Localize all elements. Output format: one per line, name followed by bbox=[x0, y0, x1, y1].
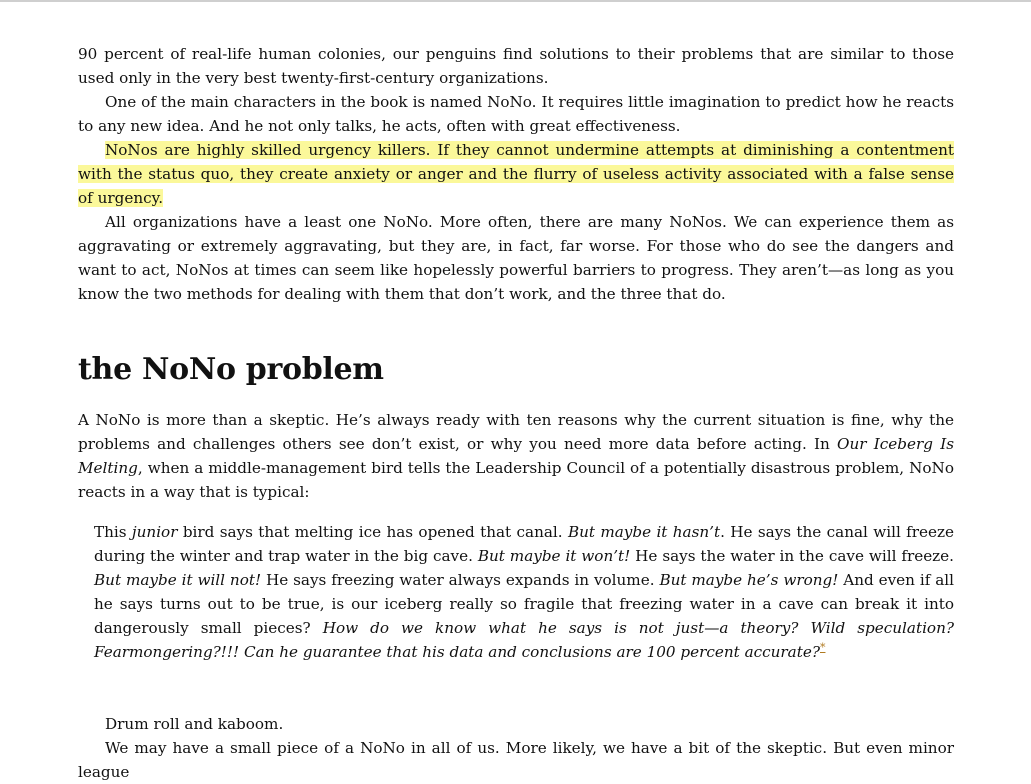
section-heading: the NoNo problem bbox=[78, 352, 384, 387]
book-title: Our Iceberg Is Melting bbox=[78, 435, 954, 477]
quote-text: And even if all he says turns out to be true, is our iceberg really so fragile that freezing water in a cave can break it into dangerously small pieces? bbox=[94, 571, 954, 637]
intro-text-1: A NoNo is more than a skeptic. He’s always ready with ten reasons why the current situation is fine, why the problems and challenges others see don’t exist, or why you need more data before acting. In bbox=[78, 411, 954, 453]
quote-emphasis: But maybe he’s wrong! bbox=[659, 571, 839, 589]
intro-text-2: , when a middle-management bird tells the Leadership Council of a potentially disastrous problem, NoNo reacts in a way that is typical: bbox=[78, 459, 954, 501]
top-border bbox=[0, 0, 1031, 2]
quote-text: He says freezing water always expands in volume. bbox=[261, 571, 660, 589]
spacer bbox=[78, 664, 954, 712]
quote-emphasis: How do we know what he says is not just—a theory? Wild speculation? Fearmongering?!!! Can he guarantee that his data and conclusions are 100 percent accurate? bbox=[94, 619, 954, 661]
footnote-link[interactable]: * bbox=[819, 640, 826, 654]
quote-emphasis: junior bbox=[131, 523, 178, 541]
quote-text: This bbox=[94, 523, 132, 541]
quote-emphasis: But maybe it will not! bbox=[94, 571, 262, 589]
quote-text: He says the water in the cave will freeze. bbox=[630, 547, 954, 565]
paragraph-1: 90 percent of real-life human colonies, our penguins find solutions to their problems that are similar to those used only in the very best twenty-first-century organizations. bbox=[78, 45, 954, 87]
quote-emphasis: But maybe it won’t! bbox=[477, 547, 631, 565]
quote-text: . He says the canal will freeze during the winter and trap water in the big cave. bbox=[94, 523, 955, 565]
quote-text: bird says that melting ice has opened that canal. bbox=[177, 523, 568, 541]
paragraph-6: We may have a small piece of a NoNo in all of us. More likely, we have a bit of the skeptic. But even minor league bbox=[78, 739, 954, 781]
block-quote bbox=[94, 520, 954, 664]
text-highlight[interactable]: NoNos are highly skilled urgency killers. If they cannot undermine attempts at diminishing a contentment with the status quo, they create anxiety or anger and the flurry of useless activity associated with a false sense of urgency. bbox=[78, 141, 954, 207]
paragraph-3-highlighted[interactable] bbox=[78, 138, 954, 210]
page-content bbox=[78, 42, 954, 784]
paragraph-5: Drum roll and kaboom. bbox=[105, 715, 284, 733]
intro-paragraph bbox=[78, 408, 954, 504]
paragraph-4: All organizations have a least one NoNo. More often, there are many NoNos. We can experience them as aggravating or extremely aggravating, but they are, in fact, far worse. For those who do see the dangers and want to act, NoNos at times can seem like hopelessly powerful barriers to progress. They aren’t—as long as you know the two methods for dealing with them that don’t work, and the three that do. bbox=[78, 213, 954, 303]
paragraph-2: One of the main characters in the book is named NoNo. It requires little imagination to predict how he reacts to any new idea. And he not only talks, he acts, often with great effectiveness. bbox=[78, 93, 954, 135]
quote-emphasis: But maybe it hasn’t bbox=[567, 523, 721, 541]
